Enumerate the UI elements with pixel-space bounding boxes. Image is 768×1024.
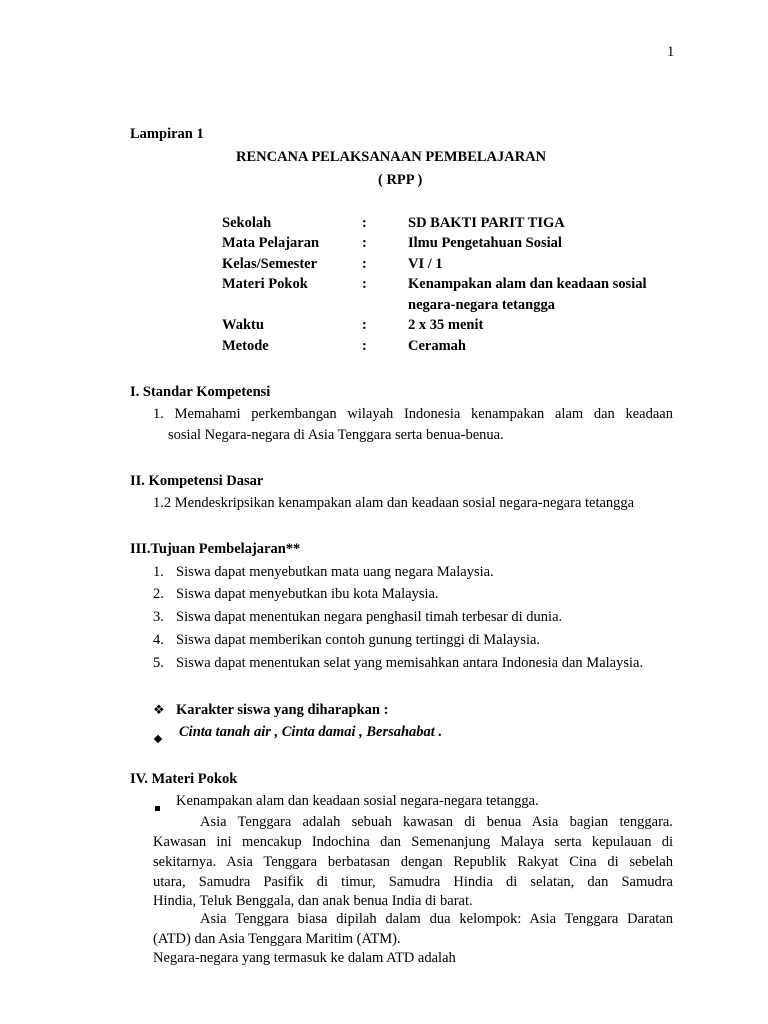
info-value: SD BAKTI PARIT TIGA — [408, 215, 565, 231]
list-item: Kenampakan alam dan keadaan sosial negara-negara tetangga. — [176, 793, 539, 809]
info-label: Waktu — [222, 317, 264, 333]
list-number: 3. — [153, 609, 164, 625]
paragraph-line: sosial Negara-negara di Asia Tenggara serta benua-benua. — [168, 427, 504, 443]
paragraph-line: Asia Tenggara biasa dipilah dalam dua kelompok: Asia Tenggara Daratan — [200, 911, 673, 927]
paragraph-line: Kawasan ini mencakup Indochina dan Semenanjung Malaya serta kepulauan di — [153, 834, 673, 850]
info-value: Ceramah — [408, 338, 466, 354]
info-colon: : — [362, 276, 367, 292]
list-item: Siswa dapat menyebutkan mata uang negara Malaysia. — [176, 564, 494, 580]
info-label: Kelas/Semester — [222, 256, 318, 272]
karakter-heading: Karakter siswa yang diharapkan : — [176, 702, 389, 718]
list-item: Siswa dapat menentukan selat yang memisahkan antara Indonesia dan Malaysia. — [176, 655, 644, 671]
list-number: 5. — [153, 655, 164, 671]
info-label: Metode — [222, 338, 269, 354]
section-heading: II. Kompetensi Dasar — [130, 473, 264, 489]
section-heading: III.Tujuan Pembelajaran** — [130, 541, 301, 557]
document-title: RENCANA PELAKSANAAN PEMBELAJARAN — [236, 149, 547, 165]
info-colon: : — [362, 256, 367, 272]
karakter-values: Cinta tanah air , Cinta damai , Bersahabat . — [179, 724, 443, 740]
paragraph-line: (ATD) dan Asia Tenggara Maritim (ATM). — [153, 931, 401, 947]
info-label: Materi Pokok — [222, 276, 308, 292]
list-number: 2. — [153, 586, 164, 602]
info-value-continued: negara-negara tetangga — [408, 297, 555, 313]
attachment-label: Lampiran 1 — [130, 126, 204, 142]
paragraph-line: Asia Tenggara adalah sebuah kawasan di benua Asia bagian tenggara. — [200, 814, 673, 830]
section-heading: I. Standar Kompetensi — [130, 384, 271, 400]
list-number: 4. — [153, 632, 164, 648]
square-bullet-icon — [155, 799, 160, 816]
paragraph-line: Hindia, Teluk Benggala, dan anak benua India di barat. — [153, 893, 473, 909]
list-item: Siswa dapat menyebutkan ibu kota Malaysia. — [176, 586, 439, 602]
list-item: 1.2 Mendeskripsikan kenampakan alam dan keadaan sosial negara-negara tetangga — [153, 495, 635, 511]
info-colon: : — [362, 317, 367, 333]
info-value: 2 x 35 menit — [408, 317, 484, 333]
info-label: Mata Pelajaran — [222, 235, 320, 251]
paragraph-line: Negara-negara yang termasuk ke dalam ATD adalah — [153, 950, 456, 966]
section-heading: IV. Materi Pokok — [130, 771, 238, 787]
diamond-star-bullet-icon: ❖ — [153, 702, 165, 717]
list-number: 1. — [153, 564, 164, 580]
info-colon: : — [362, 215, 367, 231]
info-value: Kenampakan alam dan keadaan sosial — [408, 276, 647, 292]
info-colon: : — [362, 235, 367, 251]
paragraph-line: 1. Memahami perkembangan wilayah Indonesia kenampakan alam dan keadaan — [153, 406, 673, 422]
list-item: Siswa dapat memberikan contoh gunung tertinggi di Malaysia. — [176, 632, 541, 648]
list-item: Siswa dapat menentukan negara penghasil timah terbesar di dunia. — [176, 609, 563, 625]
info-value: Ilmu Pengetahuan Sosial — [408, 235, 562, 251]
document-subtitle: ( RPP ) — [378, 172, 423, 188]
paragraph-line: utara, Samudra Pasifik di timur, Samudra Hindia di selatan, dan Samudra — [153, 874, 673, 890]
info-colon: : — [362, 338, 367, 354]
info-label: Sekolah — [222, 215, 272, 231]
diamond-bullet-icon — [155, 730, 161, 747]
paragraph-line: sekitarnya. Asia Tenggara berbatasan dengan Republik Rakyat Cina di sebelah — [153, 854, 673, 870]
page-number: 1 — [667, 44, 675, 60]
info-value: VI / 1 — [408, 256, 443, 272]
